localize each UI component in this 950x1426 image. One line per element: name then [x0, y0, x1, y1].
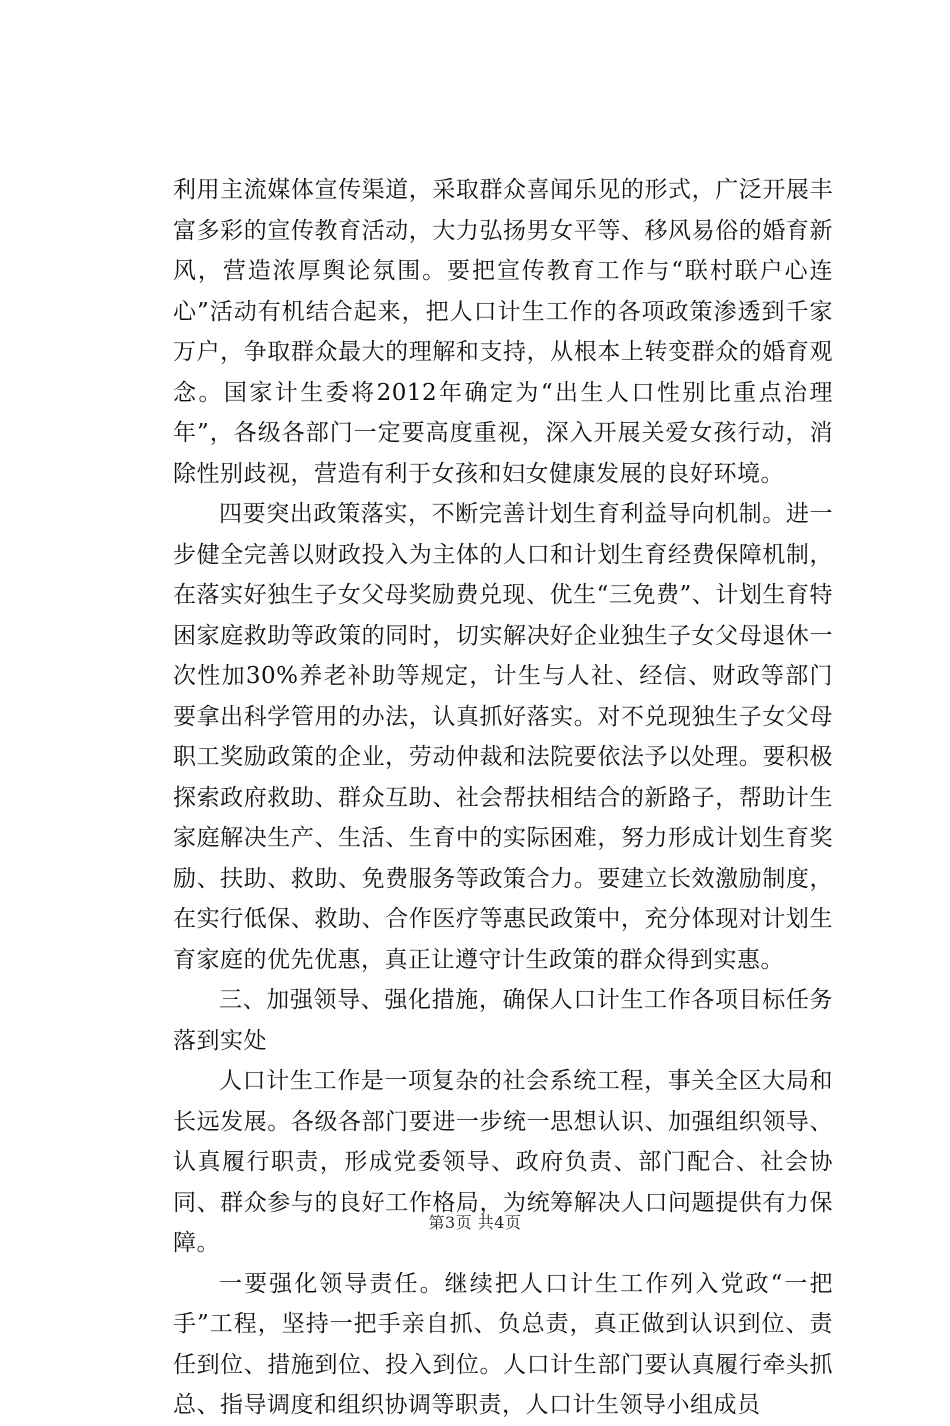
paragraph-continued: 利用主流媒体宣传渠道，采取群众喜闻乐见的形式，广泛开展丰富多彩的宣传教育活动，大力弘扬男女平等、移风易俗的婚育新风，营造浓厚舆论氛围。要把宣传教育工作与“联村联户心连心”活动有机结合起来，把人口计生工作的各项政策渗透到千家万户，争取群众最大的理解和支持，从根本上转变群众的婚育观念。国家计生委将2012年确定为“出生人口性别比重点治理年”，各级各部门一定要高度重视，深入开展关爱女孩行动，消除性别歧视，营造有利于女孩和妇女健康发展的良好环境。: [173, 177, 833, 487]
paragraph-system-engineering: 人口计生工作是一项复杂的社会系统工程，事关全区大局和长远发展。各级各部门要进一步统一思想认识、加强组织领导、认真履行职责，形成党委领导、政府负责、部门配合、社会协同、群众参与的良好工作格局，为统筹解决人口问题提供有力保障。: [173, 1068, 833, 1256]
section-heading-leadership: 三、加强领导、强化措施，确保人口计生工作各项目标任务落到实处: [173, 987, 833, 1054]
page-footer: [0, 1213, 950, 1233]
paragraph-leadership-responsibility: 一要强化领导责任。继续把人口计生工作列入党政“一把手”工程，坚持一把手亲自抓、负总责，真正做到认识到位、责任到位、措施到位、投入到位。人口计生部门要认真履行牵头抓总、指导调度和组织协调等职责，人口计生领导小组成员: [173, 1270, 833, 1418]
document-body: [173, 170, 833, 1426]
page-number-label: 第3页 共4页: [428, 1213, 522, 1232]
paragraph-policy-implementation: 四要突出政策落实，不断完善计划生育利益导向机制。进一步健全完善以财政投入为主体的人口和计划生育经费保障机制，在落实好独生子女父母奖励费兑现、优生“三免费”、计划生育特困家庭救助等政策的同时，切实解决好企业独生子女父母退休一次性加30%养老补助等规定，计生与人社、经信、财政等部门要拿出科学管用的办法，认真抓好落实。对不兑现独生子女父母职工奖励政策的企业，劳动仲裁和法院要依法予以处理。要积极探索政府救助、群众互助、社会帮扶相结合的新路子，帮助计生家庭解决生产、生活、生育中的实际困难，努力形成计划生育奖励、扶助、救助、免费服务等政策合力。要建立长效激励制度，在实行低保、救助、合作医疗等惠民政策中，充分体现对计划生育家庭的优先优惠，真正让遵守计生政策的群众得到实惠。: [173, 501, 833, 973]
